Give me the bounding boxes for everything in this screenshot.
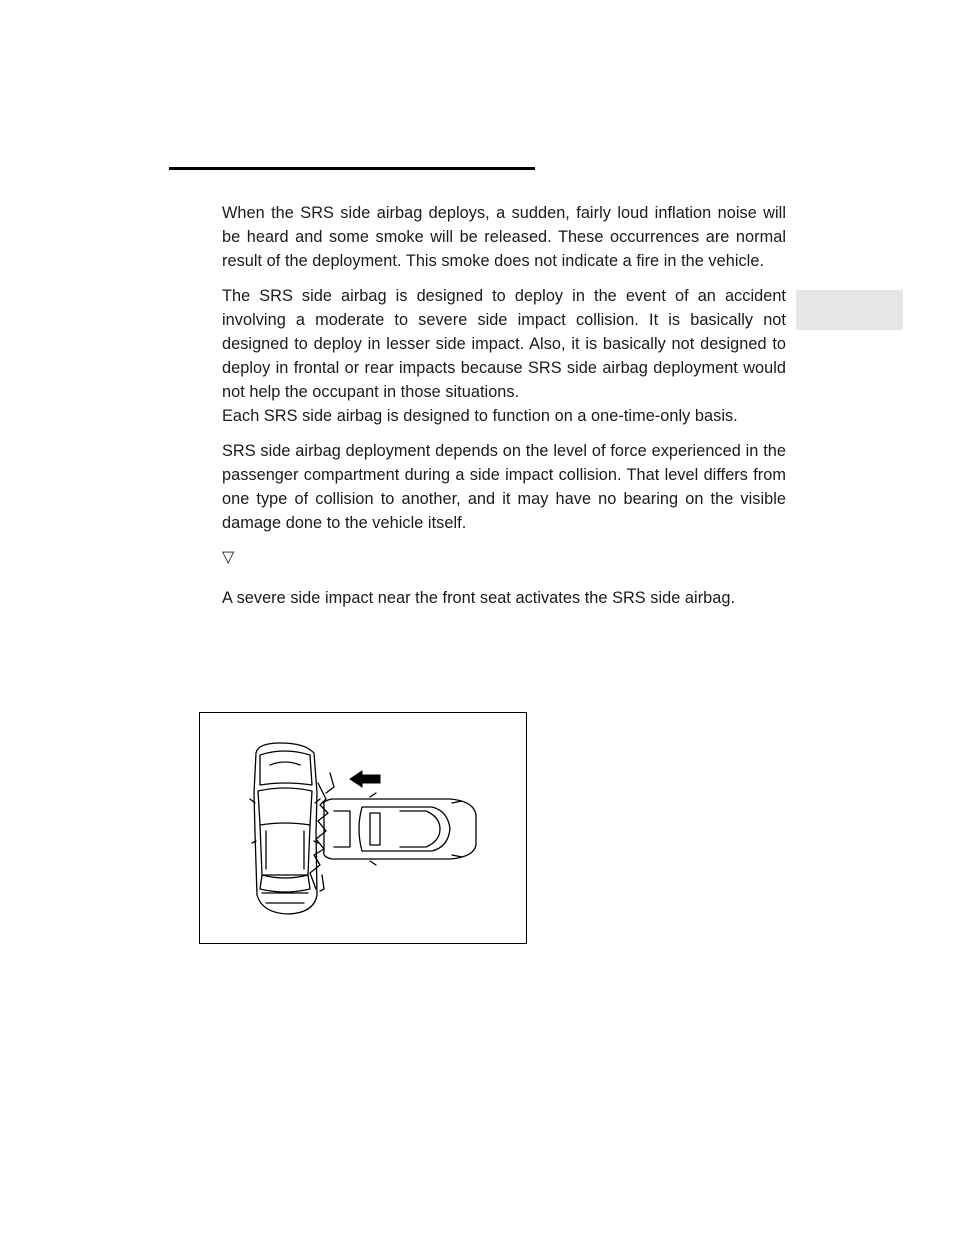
triangle-marker-icon: ▽ bbox=[222, 549, 235, 566]
figure-caption: A severe side impact near the front seat activates the SRS side airbag. bbox=[222, 589, 736, 607]
side-impact-drawing bbox=[200, 713, 528, 945]
section-title-rule bbox=[169, 167, 535, 170]
paragraph-deployment-noise: When the SRS side airbag deploys, a sudden, fairly loud inflation noise will be heard and some smoke will be released. These occurrences are normal result of the deployment. This smoke does not indicate a fire in the vehicle. bbox=[222, 204, 786, 270]
body-text bbox=[222, 201, 786, 610]
paragraph-one-time-use: Each SRS side airbag is designed to function on a one-time-only basis. bbox=[222, 407, 738, 425]
paragraph-deployment-force: SRS side airbag deployment depends on the level of force experienced in the passenger compartment during a side impact collision. That level differs from one type of collision to another, and it may have no bearing on the visible damage done to the vehicle itself. bbox=[222, 442, 786, 532]
chapter-thumb-tab bbox=[796, 290, 903, 330]
striking-car-icon bbox=[324, 793, 476, 865]
impact-burst-icon bbox=[310, 773, 334, 891]
paragraph-deploy-conditions: The SRS side airbag is designed to deploy in the event of an accident involving a moderate to severe side impact collision. It is basically not designed to deploy in lesser side impact. Also, it is basically not designed to deploy in frontal or rear impacts because SRS side airbag deployment would not help the occupant in those situations. bbox=[222, 287, 786, 401]
side-impact-illustration bbox=[199, 712, 527, 944]
impact-direction-arrow-icon bbox=[350, 771, 380, 787]
struck-car-icon bbox=[250, 743, 320, 914]
